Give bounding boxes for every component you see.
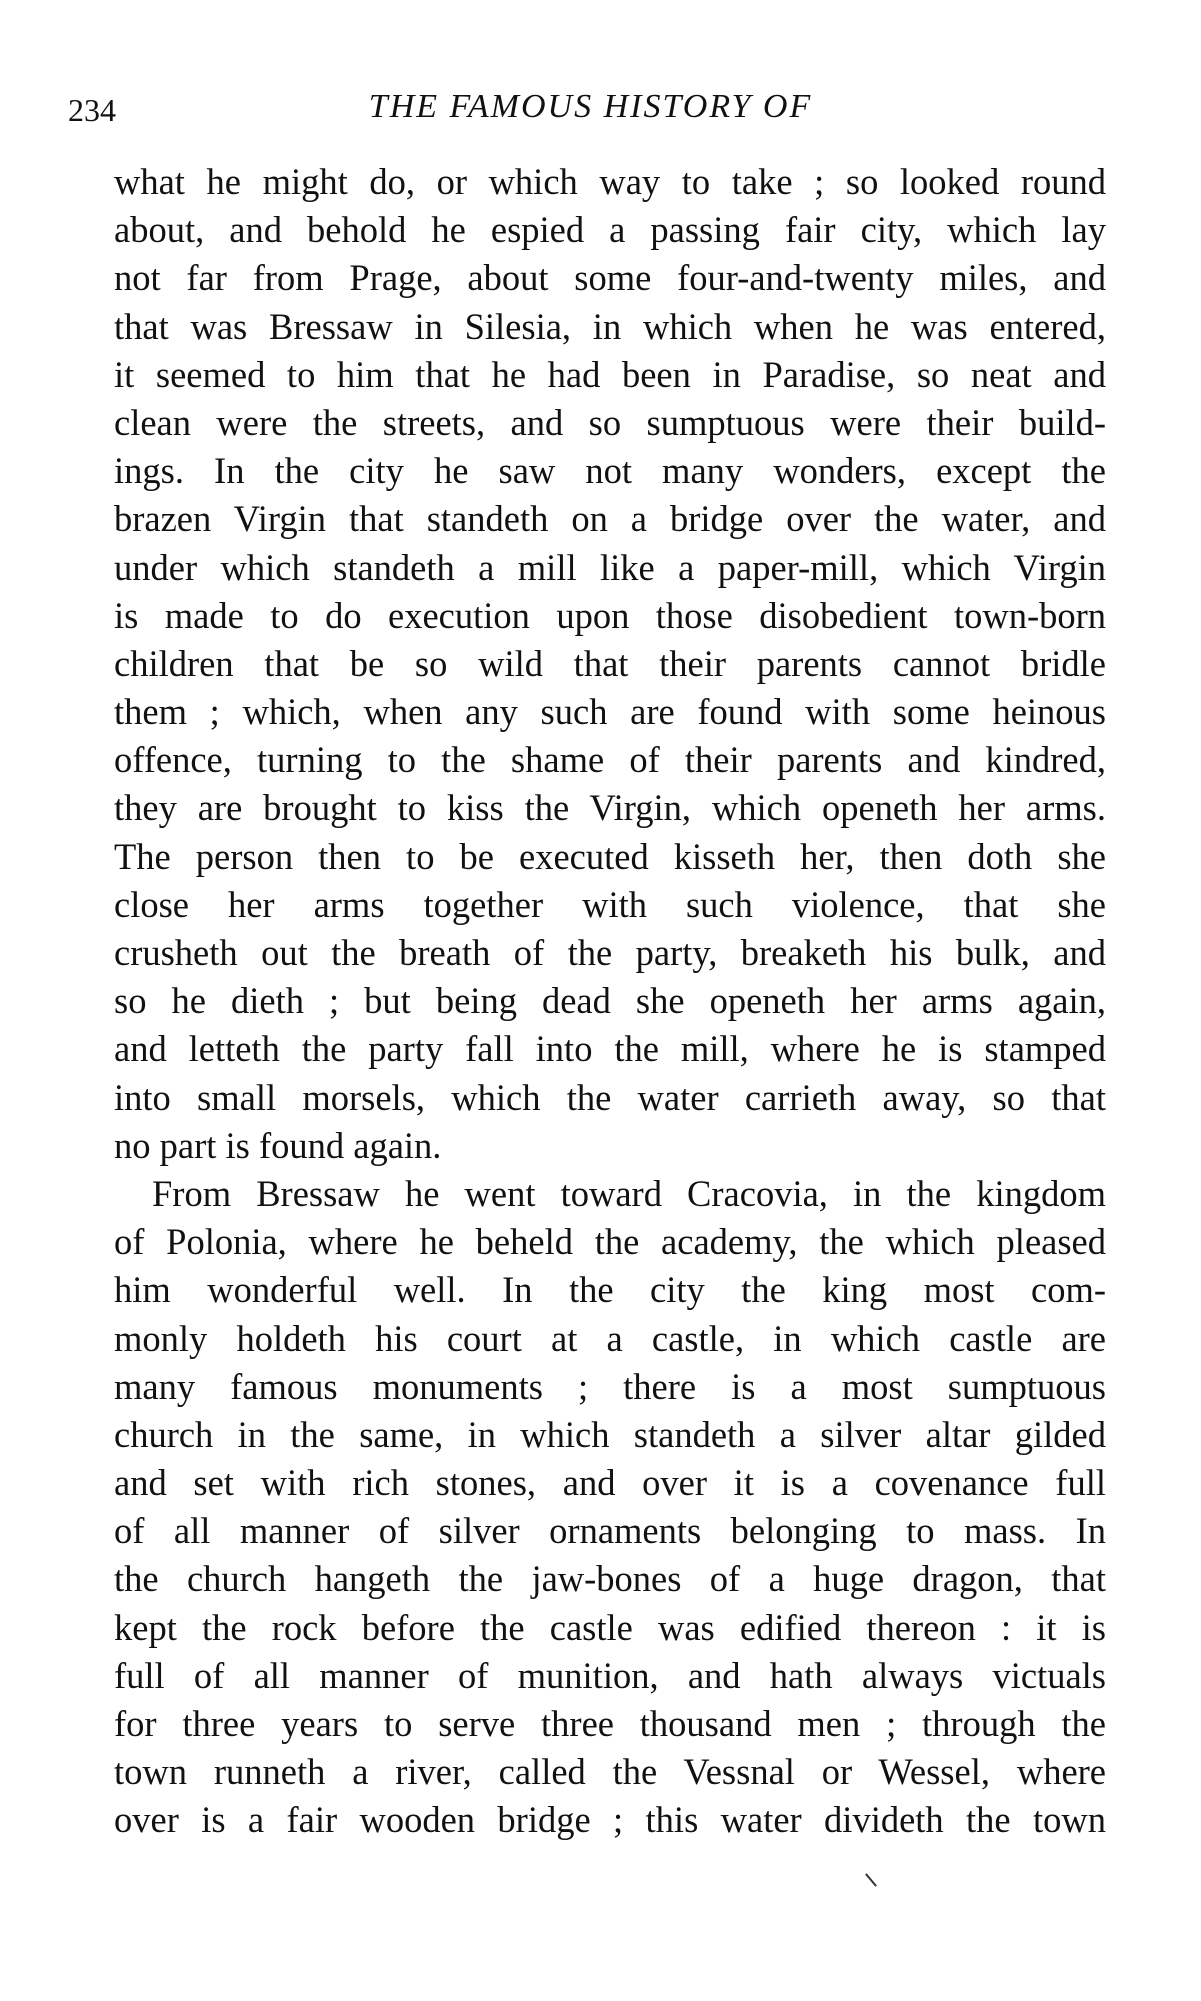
text-line: them ; which, when any such are found with some heinous [114,691,1106,733]
text-line: offence, turning to the shame of their parents and kindred, [114,739,1106,781]
text-line: brazen Virgin that standeth on a bridge over the water, and [114,498,1106,540]
text-line: him wonderful well. In the city the king most com- [114,1269,1106,1311]
text-line: for three years to serve three thousand men ; through the [114,1703,1106,1744]
text-line: no part is found again. [114,1124,442,1166]
text-line: close her arms together with such violence, that she [114,883,1106,925]
text-line: is made to do execution upon those disobedient town-born [114,594,1106,636]
text-line: full of all manner of munition, and hath always victuals [114,1654,1106,1696]
text-line: church in the same, in which standeth a silver altar gilded [114,1413,1106,1455]
text-line: into small morsels, which the water carrieth away, so that [114,1076,1106,1118]
text-line: clean were the streets, and so sumptuous were their build- [114,401,1106,443]
text-line: over is a fair wooden bridge ; this water divideth the town [114,1799,1106,1841]
running-title-text: THE FAMOUS HISTORY OF [368,88,813,125]
text-line: monly holdeth his court at a castle, in which castle are [114,1317,1106,1359]
text-line: of Polonia, where he beheld the academy, the which pleased [114,1221,1106,1263]
text-line: of all manner of silver ornaments belonging to mass. In [114,1510,1106,1552]
text-line: what he might do, or which way to take ; so looked round [114,161,1106,202]
text-line: and set with rich stones, and over it is a covenance full [114,1462,1106,1504]
text-line: town runneth a river, called the Vessnal or Wessel, where [114,1751,1106,1793]
scan-mark [865,1873,877,1887]
text-line: it seemed to him that he had been in Paradise, so neat and [114,353,1106,395]
page-number: 234 [68,92,116,128]
text-line: children that be so wild that their parents cannot bridle [114,642,1106,684]
text-line: and letteth the party fall into the mill, where he is stamped [114,1028,1106,1070]
text-line: that was Bressaw in Silesia, in which when he was entered, [114,305,1106,347]
running-title [0,88,1201,126]
text-line: under which standeth a mill like a paper-mill, which Virgin [114,546,1106,588]
text-line: kept the rock before the castle was edified thereon : it is [114,1606,1106,1648]
text-line: so he dieth ; but being dead she openeth her arms again, [114,980,1106,1022]
page-body [114,158,1106,1845]
text-line: The person then to be executed kisseth her, then doth she [114,835,1106,877]
text-line: From Bressaw he went toward Cracovia, in the kingdom [152,1172,1106,1214]
text-line: they are brought to kiss the Virgin, which openeth her arms. [114,787,1106,829]
text-line: about, and behold he espied a passing fair city, which lay [114,209,1106,251]
text-line: many famous monuments ; there is a most sumptuous [114,1365,1106,1407]
text-line: not far from Prage, about some four-and-twenty miles, and [114,257,1106,299]
text-line: crusheth out the breath of the party, breaketh his bulk, and [114,932,1106,973]
text-line: the church hangeth the jaw-bones of a huge dragon, that [114,1558,1106,1600]
text-line: ings. In the city he saw not many wonders, except the [114,450,1106,492]
